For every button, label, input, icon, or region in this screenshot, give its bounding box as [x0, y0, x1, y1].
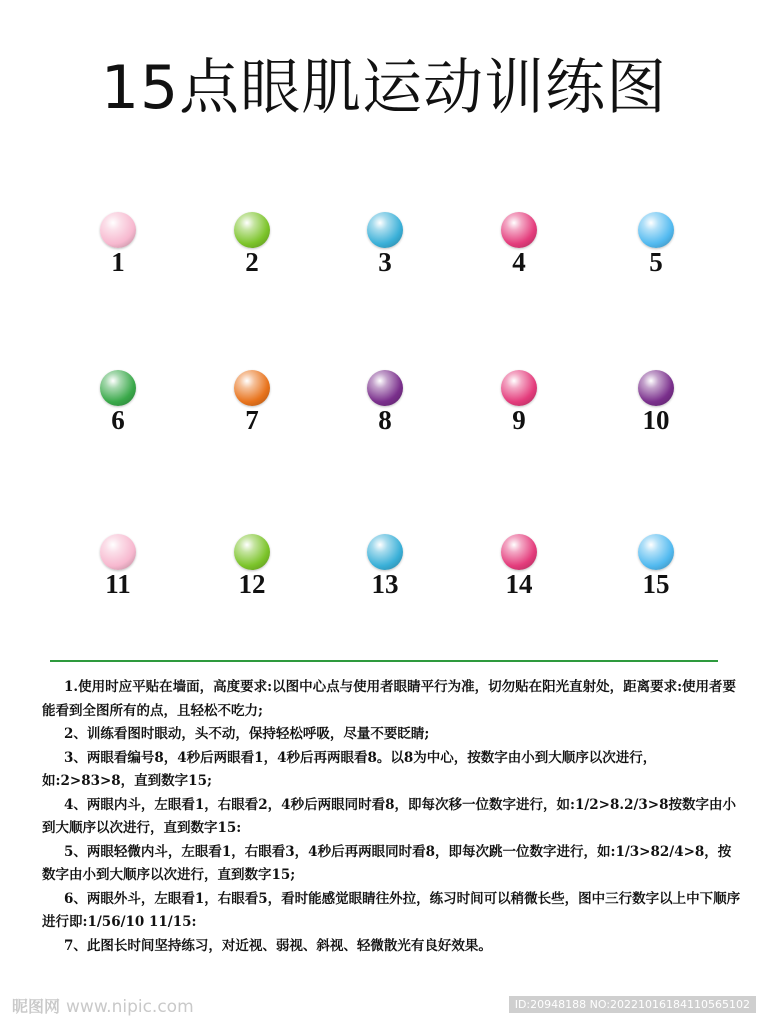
instruction-5: 5、两眼轻微内斗，左眼看1，右眼看3，4秒后再两眼同时看8，即每次跳一位数字进行，如:1/3>82/4>8，按数字由小到大顺序以次进行，直到数字15; [42, 843, 732, 883]
dot-4 [474, 212, 564, 292]
dot-ball [638, 212, 674, 248]
watermark-url: www.nipic.com [66, 997, 194, 1017]
dot-number: 6 [111, 405, 125, 435]
instruction-6: 6、两眼外斗，左眼看1，右眼看5，看时能感觉眼睛往外拉，练习时间可以稍微长些，图中三行数字以上中下顺序进行即:1/56/10 11/15: [42, 890, 741, 930]
dot-11 [73, 534, 163, 614]
instructions [42, 676, 742, 958]
watermark-id: ID:20948188 NO:20221016184110565102 [509, 996, 756, 1013]
dot-10 [611, 370, 701, 450]
instruction-7: 7、此图长时间坚持练习，对近视、弱视、斜视、轻微散光有良好效果。 [64, 937, 492, 954]
dot-ball [501, 534, 537, 570]
instruction-1: 1.使用时应平贴在墙面，高度要求:以图中心点与使用者眼睛平行为准，切勿贴在阳光直射处，距离要求:使用者要能看到全图所有的点，且轻松不吃力; [42, 679, 737, 719]
dot-13 [340, 534, 430, 614]
dot-number: 1 [111, 247, 125, 277]
dot-ball [234, 212, 270, 248]
dot-ball [367, 534, 403, 570]
dot-number: 5 [649, 247, 663, 277]
dot-ball [367, 212, 403, 248]
instruction-4: 4、两眼内斗，左眼看1，右眼看2，4秒后两眼同时看8，即每次移一位数字进行，如:1/2>8.2/3>8按数字由小到大顺序以次进行，直到数字15: [42, 796, 736, 836]
dot-ball [638, 534, 674, 570]
dot-number: 12 [238, 569, 266, 599]
watermark-logo [12, 994, 194, 1017]
dot-ball [100, 370, 136, 406]
divider-line [50, 660, 718, 662]
dot-ball [234, 370, 270, 406]
dot-ball [100, 534, 136, 570]
page-title: 15点眼肌运动训练图 [100, 53, 668, 123]
dot-ball [100, 212, 136, 248]
dot-3 [340, 212, 430, 292]
dot-ball [367, 370, 403, 406]
dot-number: 8 [378, 405, 392, 435]
dot-ball [501, 212, 537, 248]
watermark-brand: 昵图网 [12, 997, 61, 1016]
dot-number: 3 [378, 247, 392, 277]
dot-6 [73, 370, 163, 450]
dot-number: 15 [642, 569, 670, 599]
dot-12 [207, 534, 297, 614]
dot-1 [73, 212, 163, 292]
dot-number: 14 [505, 569, 533, 599]
dot-9 [474, 370, 564, 450]
dot-number: 10 [642, 405, 670, 435]
dot-2 [207, 212, 297, 292]
dot-number: 2 [245, 247, 259, 277]
dot-15 [611, 534, 701, 614]
dot-number: 11 [105, 569, 131, 599]
dot-number: 7 [245, 405, 259, 435]
dot-8 [340, 370, 430, 450]
dot-14 [474, 534, 564, 614]
instruction-2: 2、训练看图时眼动，头不动，保持轻松呼吸，尽量不要眨睛; [64, 726, 430, 742]
dot-number: 13 [371, 569, 399, 599]
dot-5 [611, 212, 701, 292]
instruction-3: 3、两眼看编号8，4秒后两眼看1，4秒后再两眼看8。以8为中心，按数字由小到大顺序以次进行，如:2>83>8，直到数字15; [42, 749, 657, 789]
dot-ball [501, 370, 537, 406]
dot-number: 4 [512, 247, 526, 277]
dot-ball [638, 370, 674, 406]
dot-number: 9 [512, 405, 526, 435]
dot-7 [207, 370, 297, 450]
dot-ball [234, 534, 270, 570]
